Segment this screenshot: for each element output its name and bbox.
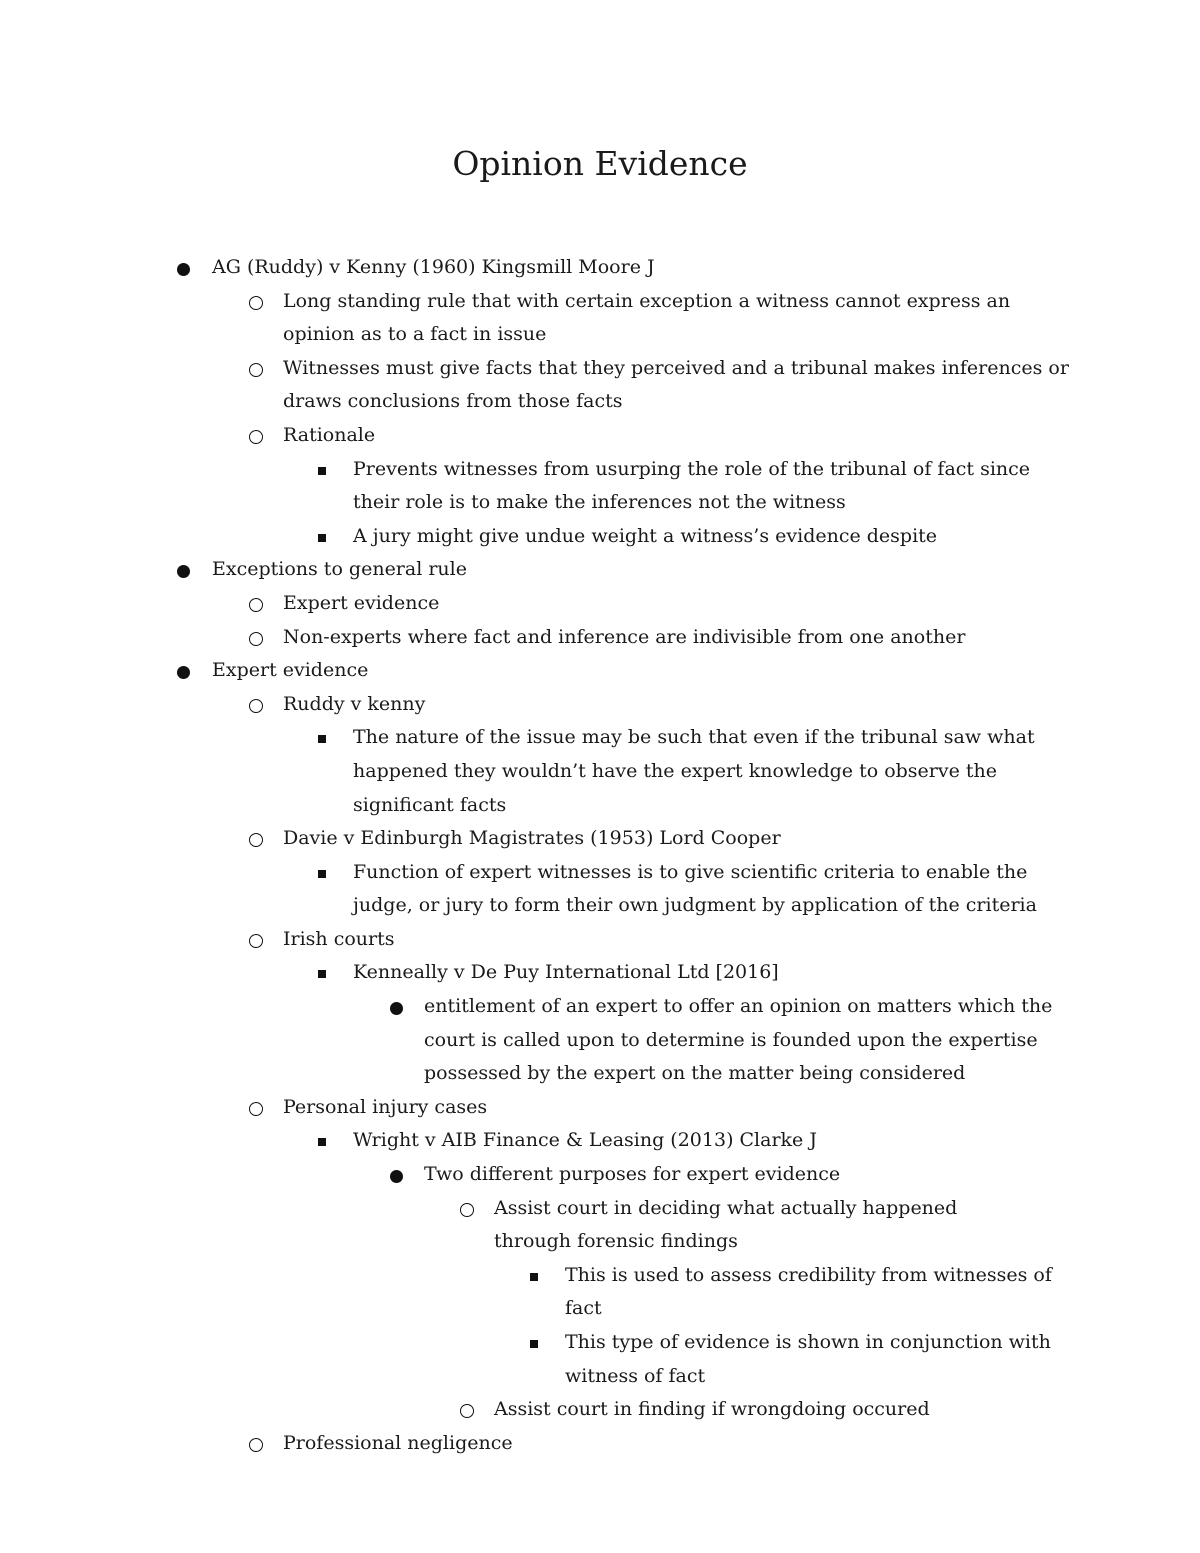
outline-item-text: Non-experts where fact and inference are indivisible from one another xyxy=(283,625,966,648)
filled-disc-bullet-icon xyxy=(390,1002,403,1015)
outline-item-text: Function of expert witnesses is to give scientific criteria to enable the judge, or jury to form their own judgment by application of the criteria xyxy=(353,860,1037,917)
hollow-circle-bullet-icon xyxy=(249,833,263,847)
outline-item-text: Expert evidence xyxy=(283,591,440,614)
bullet-outline xyxy=(0,251,1200,1460)
outline-item-text: Ruddy v kenny xyxy=(283,692,426,715)
outline-item-level-1 xyxy=(0,553,1072,587)
hollow-circle-bullet-icon xyxy=(249,1438,263,1452)
hollow-circle-bullet-icon xyxy=(249,934,263,948)
outline-item-level-4 xyxy=(0,1158,1072,1192)
hollow-circle-bullet-icon xyxy=(249,632,263,646)
outline-item-level-5 xyxy=(0,1192,1020,1259)
outline-item-text: Assist court in deciding what actually happened through forensic findings xyxy=(494,1196,958,1253)
hollow-circle-bullet-icon xyxy=(249,430,263,444)
square-bullet-icon xyxy=(318,870,326,878)
outline-item-text: This is used to assess credibility from witnesses of fact xyxy=(565,1263,1052,1320)
outline-item-text: Davie v Edinburgh Magistrates (1953) Lord Cooper xyxy=(283,827,781,850)
square-bullet-icon xyxy=(530,1273,538,1281)
outline-item-text: Two different purposes for expert evidence xyxy=(424,1163,841,1186)
outline-item-text: A jury might give undue weight a witness’s evidence despite xyxy=(353,524,938,547)
outline-item-level-2 xyxy=(0,587,1072,621)
outline-item-text: This type of evidence is shown in conjunction with witness of fact xyxy=(565,1331,1051,1387)
outline-item-text: Wright v AIB Finance & Leasing (2013) Clarke J xyxy=(353,1129,817,1152)
hollow-circle-bullet-icon xyxy=(249,363,263,377)
square-bullet-icon xyxy=(530,1340,538,1348)
hollow-circle-bullet-icon xyxy=(249,296,263,310)
filled-disc-bullet-icon xyxy=(390,1170,403,1183)
outline-item-level-3 xyxy=(0,721,1072,822)
outline-item-level-2 xyxy=(0,1427,1072,1461)
outline-item-level-1 xyxy=(0,654,1072,688)
outline-item-level-4 xyxy=(0,990,1072,1091)
hollow-circle-bullet-icon xyxy=(460,1404,474,1418)
outline-item-level-2 xyxy=(0,688,1072,722)
outline-item-text: Long standing rule that with certain exception a witness cannot express an opinion as to a fact in issue xyxy=(283,289,1011,346)
document-title: Opinion Evidence xyxy=(452,144,748,183)
filled-disc-bullet-icon xyxy=(177,666,190,679)
filled-disc-bullet-icon xyxy=(177,263,190,276)
outline-item-level-3 xyxy=(0,856,1072,923)
outline-item-text: AG (Ruddy) v Kenny (1960) Kingsmill Moore J xyxy=(212,256,655,278)
hollow-circle-bullet-icon xyxy=(249,598,263,612)
outline-item-level-2 xyxy=(0,352,1072,419)
outline-item-text: Prevents witnesses from usurping the role of the tribunal of fact since their role is to make the inferences not the witness xyxy=(353,457,1031,514)
outline-item-text: Kenneally v De Puy International Ltd [2016] xyxy=(353,961,779,984)
outline-item-text: Personal injury cases xyxy=(283,1095,488,1118)
hollow-circle-bullet-icon xyxy=(249,699,263,713)
square-bullet-icon xyxy=(318,534,326,542)
outline-item-level-3 xyxy=(0,956,1072,990)
square-bullet-icon xyxy=(318,735,326,743)
outline-item-level-3 xyxy=(0,520,1072,554)
outline-item-text: Professional negligence xyxy=(283,1431,513,1454)
outline-item-level-1 xyxy=(0,251,1072,285)
square-bullet-icon xyxy=(318,970,326,978)
outline-item-text: Exceptions to general rule xyxy=(212,558,467,581)
outline-item-text: Rationale xyxy=(283,423,376,446)
outline-item-text: entitlement of an expert to offer an opinion on matters which the court is called upon to determine is founded upon the expertise possessed by the expert on the matter being considered xyxy=(424,995,1053,1085)
outline-item-text: Assist court in finding if wrongdoing occured xyxy=(494,1398,930,1421)
outline-item-level-2 xyxy=(0,285,1072,352)
square-bullet-icon xyxy=(318,467,326,475)
square-bullet-icon xyxy=(318,1138,326,1146)
outline-item-level-2 xyxy=(0,822,1072,856)
outline-item-level-2 xyxy=(0,923,1072,957)
outline-item-text: Expert evidence xyxy=(212,659,369,682)
outline-item-level-2 xyxy=(0,1091,1072,1125)
outline-item-level-5 xyxy=(0,1393,1020,1427)
outline-item-level-3 xyxy=(0,1124,1072,1158)
outline-item-level-6 xyxy=(0,1259,1062,1326)
hollow-circle-bullet-icon xyxy=(249,1102,263,1116)
outline-item-level-2 xyxy=(0,419,1072,453)
hollow-circle-bullet-icon xyxy=(460,1203,474,1217)
outline-item-text: The nature of the issue may be such that even if the tribunal saw what happened they wouldn’t have the expert knowledge to observe the significant facts xyxy=(353,726,1035,816)
filled-disc-bullet-icon xyxy=(177,565,190,578)
outline-item-level-3 xyxy=(0,453,1072,520)
outline-item-level-2 xyxy=(0,621,1072,655)
outline-item-text: Witnesses must give facts that they perceived and a tribunal makes inferences or draws conclusions from those facts xyxy=(283,356,1069,413)
outline-item-level-6 xyxy=(0,1326,1062,1393)
outline-item-text: Irish courts xyxy=(283,927,395,950)
